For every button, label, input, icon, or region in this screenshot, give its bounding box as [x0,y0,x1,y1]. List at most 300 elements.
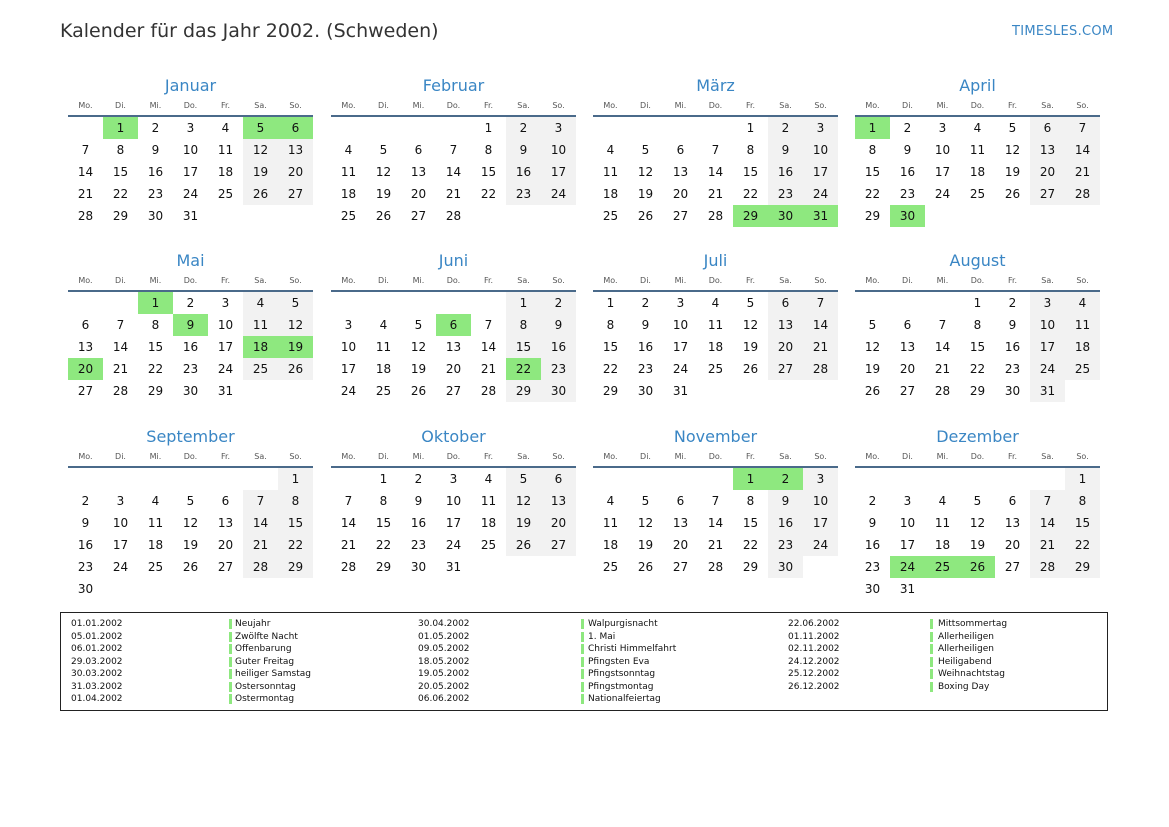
day-cell: 9 [768,490,803,512]
day-cell: 15 [375,516,392,530]
day-cell: 3 [449,472,458,486]
holiday-marker [581,694,584,704]
weekday-header: So. [803,448,838,468]
day-cell: 18 [375,362,392,376]
day-cell: 2 [903,121,912,135]
empty-day-cell [855,468,890,490]
day-cell: 30 [1004,384,1021,398]
day-cell: 10 [340,340,357,354]
day-cell: 2 [641,296,650,310]
weekday-header: Do. [960,272,995,292]
day-cell: 4 [379,318,388,332]
day-cell: 20 [1030,161,1065,183]
day-cell: 1 [278,468,313,490]
legend-row [61,693,1107,706]
day-cell: 1 [484,121,493,135]
day-cell: 20 [672,187,689,201]
holiday-name: Allerheiligen [938,631,994,642]
holiday-date: 31.03.2002 [71,681,123,692]
day-cell: 25 [480,538,497,552]
day-cell: 26 [742,362,759,376]
day-cell: 11 [147,516,164,530]
month-name: Oktober [421,427,486,446]
holiday-date: 02.11.2002 [788,644,840,654]
day-cell: 24 [934,187,951,201]
day-cell: 6 [1030,117,1065,139]
month-dezember [855,426,1100,600]
holiday-date: 01.11.2002 [788,631,840,642]
holiday-day-cell: 24 [890,556,925,578]
month-juli [593,250,838,402]
day-cell: 17 [899,538,916,552]
weekday-header: Di. [890,448,925,468]
day-cell: 27 [278,183,313,205]
day-cell: 25 [1065,358,1100,380]
empty-day-cell [331,292,366,314]
weekday-header: Mi. [138,97,173,117]
month-februar [331,75,576,227]
day-cell: 12 [506,490,541,512]
day-cell: 23 [77,560,94,574]
weekday-header: Di. [103,448,138,468]
day-cell: 28 [445,209,462,223]
day-cell: 29 [147,384,164,398]
day-cell: 14 [1065,139,1100,161]
day-cell: 8 [868,143,877,157]
weekday-header: Mo. [855,97,890,117]
day-cell: 8 [606,318,615,332]
day-cell: 11 [602,516,619,530]
day-cell: 14 [707,516,724,530]
day-cell: 21 [1030,534,1065,556]
day-cell: 1 [746,121,755,135]
day-cell: 19 [375,187,392,201]
day-cell: 26 [243,183,278,205]
day-cell: 26 [637,560,654,574]
empty-day-cell [68,292,103,314]
day-cell: 14 [934,340,951,354]
month-name: Juni [438,251,469,270]
day-cell: 17 [803,512,838,534]
day-cell: 12 [742,318,759,332]
month-märz [593,75,838,227]
weekday-header: Do. [173,448,208,468]
day-cell: 26 [864,384,881,398]
day-cell: 30 [77,582,94,596]
day-cell: 21 [707,538,724,552]
weekday-header: Do. [173,97,208,117]
day-cell: 12 [375,165,392,179]
day-cell: 26 [506,534,541,556]
day-cell: 31 [182,209,199,223]
holiday-name: 1. Mai [588,631,616,642]
day-cell: 28 [1030,556,1065,578]
day-cell: 25 [969,187,986,201]
day-cell: 10 [672,318,689,332]
weekday-header: Mo. [331,448,366,468]
day-cell: 28 [243,556,278,578]
day-cell: 5 [868,318,877,332]
empty-day-cell [1030,468,1065,490]
day-cell: 20 [899,362,916,376]
day-cell: 17 [217,340,234,354]
day-cell: 11 [480,494,497,508]
day-cell: 10 [445,494,462,508]
weekday-header: Mi. [138,448,173,468]
weekday-header: Fr. [208,272,243,292]
day-cell: 17 [541,161,576,183]
day-cell: 16 [864,538,881,552]
day-cell: 18 [340,187,357,201]
weekday-header: Mo. [331,97,366,117]
day-cell: 6 [221,494,230,508]
day-cell: 7 [711,494,720,508]
day-cell: 1 [1065,468,1100,490]
day-cell: 9 [868,516,877,530]
day-cell: 20 [672,538,689,552]
day-cell: 18 [1065,336,1100,358]
month-days-grid [68,448,313,600]
day-cell: 16 [637,340,654,354]
weekday-header: Mo. [593,272,628,292]
empty-day-cell [138,468,173,490]
weekday-header: Sa. [506,448,541,468]
weekday-header: Fr. [471,272,506,292]
day-cell: 11 [375,340,392,354]
day-cell: 8 [506,314,541,336]
holiday-name: Nationalfeiertag [588,694,661,704]
holiday-name: Pfingstsonntag [588,669,656,679]
day-cell: 11 [217,143,234,157]
day-cell: 1 [506,292,541,314]
day-cell: 28 [1065,183,1100,205]
day-cell: 10 [112,516,129,530]
weekday-header: Di. [890,272,925,292]
day-cell: 5 [379,143,388,157]
empty-day-cell [331,468,366,490]
weekday-header: Sa. [243,448,278,468]
day-cell: 13 [1004,516,1021,530]
day-cell: 19 [969,538,986,552]
weekday-header: So. [278,448,313,468]
month-juni [331,250,576,402]
month-name: August [949,251,1006,270]
weekday-header: So. [1065,97,1100,117]
day-cell: 5 [746,296,755,310]
day-cell: 26 [1004,187,1021,201]
day-cell: 24 [445,538,462,552]
day-cell: 17 [340,362,357,376]
day-cell: 13 [278,139,313,161]
day-cell: 7 [243,490,278,512]
day-cell: 4 [606,494,615,508]
weekday-header: Fr. [471,97,506,117]
day-cell: 10 [541,139,576,161]
day-cell: 4 [151,494,160,508]
holiday-day-cell: 26 [960,556,995,578]
day-cell: 28 [112,384,129,398]
day-cell: 16 [410,516,427,530]
month-name: Januar [164,76,217,95]
day-cell: 10 [803,139,838,161]
weekday-header: Mi. [663,97,698,117]
holiday-marker [930,669,933,679]
day-cell: 4 [484,472,493,486]
holiday-name: Ostermontag [235,694,295,704]
day-cell: 20 [1004,538,1021,552]
month-days-grid [68,97,313,227]
day-cell: 19 [506,512,541,534]
empty-day-cell [68,468,103,490]
weekday-header: Mo. [855,448,890,468]
day-cell: 2 [541,292,576,314]
day-cell: 25 [147,560,164,574]
day-cell: 15 [506,336,541,358]
day-cell: 8 [1065,490,1100,512]
day-cell: 19 [637,538,654,552]
day-cell: 3 [803,468,838,490]
holiday-date: 30.04.2002 [418,619,470,629]
day-cell: 18 [602,538,619,552]
day-cell: 6 [541,468,576,490]
weekday-header: Mi. [925,272,960,292]
holiday-day-cell: 31 [803,205,838,227]
weekday-header: Mo. [331,272,366,292]
day-cell: 5 [186,494,195,508]
empty-day-cell [208,468,243,490]
day-cell: 2 [151,121,160,135]
day-cell: 4 [1065,292,1100,314]
empty-day-cell [366,292,401,314]
day-cell: 21 [707,187,724,201]
day-cell: 20 [445,362,462,376]
day-cell: 24 [803,534,838,556]
day-cell: 28 [77,209,94,223]
day-cell: 22 [480,187,497,201]
day-cell: 21 [803,336,838,358]
day-cell: 2 [414,472,423,486]
weekday-header: Di. [103,97,138,117]
day-cell: 31 [217,384,234,398]
weekday-header: Fr. [471,448,506,468]
day-cell: 2 [1008,296,1017,310]
day-cell: 4 [973,121,982,135]
empty-day-cell [593,117,628,139]
day-cell: 22 [112,187,129,201]
day-cell: 12 [969,516,986,530]
empty-day-cell [855,292,890,314]
day-cell: 16 [77,538,94,552]
day-cell: 23 [637,362,654,376]
day-cell: 9 [1008,318,1017,332]
day-cell: 18 [934,538,951,552]
day-cell: 6 [676,494,685,508]
day-cell: 15 [1065,512,1100,534]
day-cell: 8 [746,143,755,157]
weekday-header: Do. [960,448,995,468]
month-days-grid [855,97,1100,227]
day-cell: 18 [707,340,724,354]
month-days-grid [855,448,1100,600]
day-cell: 16 [541,336,576,358]
empty-day-cell [628,468,663,490]
day-cell: 21 [112,362,129,376]
day-cell: 13 [217,516,234,530]
day-cell: 24 [182,187,199,201]
day-cell: 18 [602,187,619,201]
day-cell: 27 [541,534,576,556]
month-september [68,426,313,600]
day-cell: 2 [186,296,195,310]
month-november [593,426,838,578]
holiday-name: Pfingstmontag [588,681,654,692]
day-cell: 16 [768,161,803,183]
day-cell: 12 [864,340,881,354]
day-cell: 11 [934,516,951,530]
day-cell: 22 [278,534,313,556]
legend-row [61,631,1107,644]
day-cell: 7 [711,143,720,157]
page-title: Kalender für das Jahr 2002. (Schweden) [60,20,439,42]
day-cell: 13 [899,340,916,354]
month-days-grid [593,97,838,227]
holiday-date: 29.03.2002 [71,656,123,667]
day-cell: 14 [112,340,129,354]
empty-day-cell [698,117,733,139]
weekday-header: So. [1065,272,1100,292]
weekday-header: So. [541,272,576,292]
day-cell: 25 [375,384,392,398]
day-cell: 7 [803,292,838,314]
day-cell: 15 [969,340,986,354]
day-cell: 13 [77,340,94,354]
holiday-day-cell: 20 [68,358,103,380]
brand-link[interactable]: TIMESLES.COM [1012,24,1114,39]
empty-day-cell [471,292,506,314]
holiday-day-cell: 9 [173,314,208,336]
day-cell: 18 [480,516,497,530]
empty-day-cell [925,468,960,490]
holiday-day-cell: 1 [103,117,138,139]
weekday-header: So. [278,97,313,117]
day-cell: 29 [278,556,313,578]
holiday-day-cell: 25 [925,556,960,578]
day-cell: 8 [379,494,388,508]
empty-day-cell [68,117,103,139]
weekday-header: Do. [173,272,208,292]
day-cell: 25 [602,560,619,574]
day-cell: 21 [77,187,94,201]
day-cell: 7 [484,318,493,332]
day-cell: 10 [217,318,234,332]
day-cell: 25 [243,358,278,380]
weekday-header: Mo. [593,448,628,468]
day-cell: 11 [707,318,724,332]
day-cell: 26 [375,209,392,223]
day-cell: 30 [864,582,881,596]
day-cell: 30 [637,384,654,398]
holiday-day-cell: 2 [768,468,803,490]
empty-day-cell [628,117,663,139]
day-cell: 9 [414,494,423,508]
holiday-name: Christi Himmelfahrt [588,644,677,654]
day-cell: 23 [506,183,541,205]
day-cell: 5 [973,494,982,508]
holiday-name: heiliger Samstag [235,669,311,679]
month-days-grid [331,97,576,227]
day-cell: 29 [742,560,759,574]
day-cell: 13 [768,314,803,336]
empty-day-cell [173,468,208,490]
day-cell: 22 [375,538,392,552]
holiday-marker [930,632,933,642]
day-cell: 26 [410,384,427,398]
day-cell: 17 [182,165,199,179]
day-cell: 3 [541,117,576,139]
day-cell: 20 [541,512,576,534]
day-cell: 1 [973,296,982,310]
day-cell: 31 [899,582,916,596]
weekday-header: Mo. [855,272,890,292]
holiday-date: 20.05.2002 [418,681,470,692]
day-cell: 27 [445,384,462,398]
day-cell: 8 [746,494,755,508]
weekday-header: Mi. [401,272,436,292]
day-cell: 11 [969,143,986,157]
empty-day-cell [401,292,436,314]
day-cell: 25 [707,362,724,376]
day-cell: 28 [934,384,951,398]
legend-row [61,681,1107,694]
day-cell: 20 [410,187,427,201]
legend-row [61,668,1107,681]
day-cell: 6 [768,292,803,314]
day-cell: 21 [480,362,497,376]
day-cell: 24 [1030,358,1065,380]
day-cell: 19 [1004,165,1021,179]
day-cell: 5 [506,468,541,490]
day-cell: 27 [672,209,689,223]
day-cell: 26 [182,560,199,574]
weekday-header: Do. [960,97,995,117]
weekday-header: Do. [698,272,733,292]
weekday-header: Mo. [68,97,103,117]
month-days-grid [331,272,576,402]
day-cell: 24 [112,560,129,574]
holiday-marker [930,644,933,654]
day-cell: 3 [903,494,912,508]
day-cell: 13 [672,165,689,179]
holiday-date: 25.12.2002 [788,669,840,679]
holiday-name: Zwölfte Nacht [235,631,298,642]
weekday-header: Do. [698,448,733,468]
day-cell: 19 [742,340,759,354]
day-cell: 3 [803,117,838,139]
legend-row [61,656,1107,669]
day-cell: 29 [602,384,619,398]
day-cell: 20 [278,161,313,183]
holiday-date: 06.06.2002 [418,694,470,704]
day-cell: 15 [112,165,129,179]
day-cell: 11 [243,314,278,336]
day-cell: 4 [711,296,720,310]
holiday-date: 01.01.2002 [71,619,123,629]
day-cell: 17 [803,161,838,183]
day-cell: 31 [672,384,689,398]
weekday-header: Do. [698,97,733,117]
day-cell: 7 [81,143,90,157]
holiday-day-cell: 18 [243,336,278,358]
